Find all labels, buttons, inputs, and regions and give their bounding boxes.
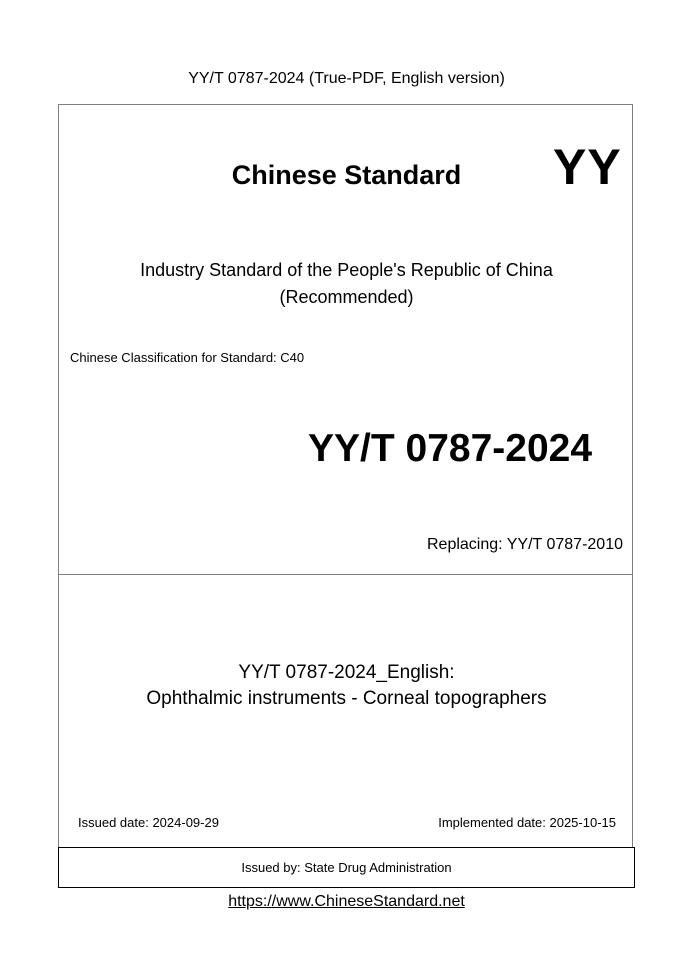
footer (0, 893, 693, 911)
page-header: YY/T 0787-2024 (True-PDF, English version) (188, 70, 505, 87)
document-title-code: YY/T 0787-2024_English: (238, 662, 455, 683)
cover-title: Chinese Standard (231, 160, 462, 190)
implemented-date: Implemented date: 2025-10-15 (438, 815, 616, 830)
document-title: Ophthalmic instruments - Corneal topographers (146, 688, 547, 709)
standard-code-mark: YY (553, 139, 622, 195)
issuer-text: Issued by: State Drug Administration (241, 860, 452, 875)
website-link[interactable]: https://www.ChineseStandard.net (228, 893, 465, 910)
issuer-box (58, 847, 635, 888)
issued-date: Issued date: 2024-09-29 (78, 815, 219, 830)
cover-subtitle: Industry Standard of the People's Republic of China (140, 260, 553, 280)
replacing-text: Replacing: YY/T 0787-2010 (427, 536, 623, 553)
cover-subtitle-recommended: (Recommended) (279, 287, 414, 307)
standard-number: YY/T 0787-2024 (308, 427, 593, 470)
classification-text: Chinese Classification for Standard: C40 (70, 350, 305, 365)
document-title-box (58, 574, 633, 848)
